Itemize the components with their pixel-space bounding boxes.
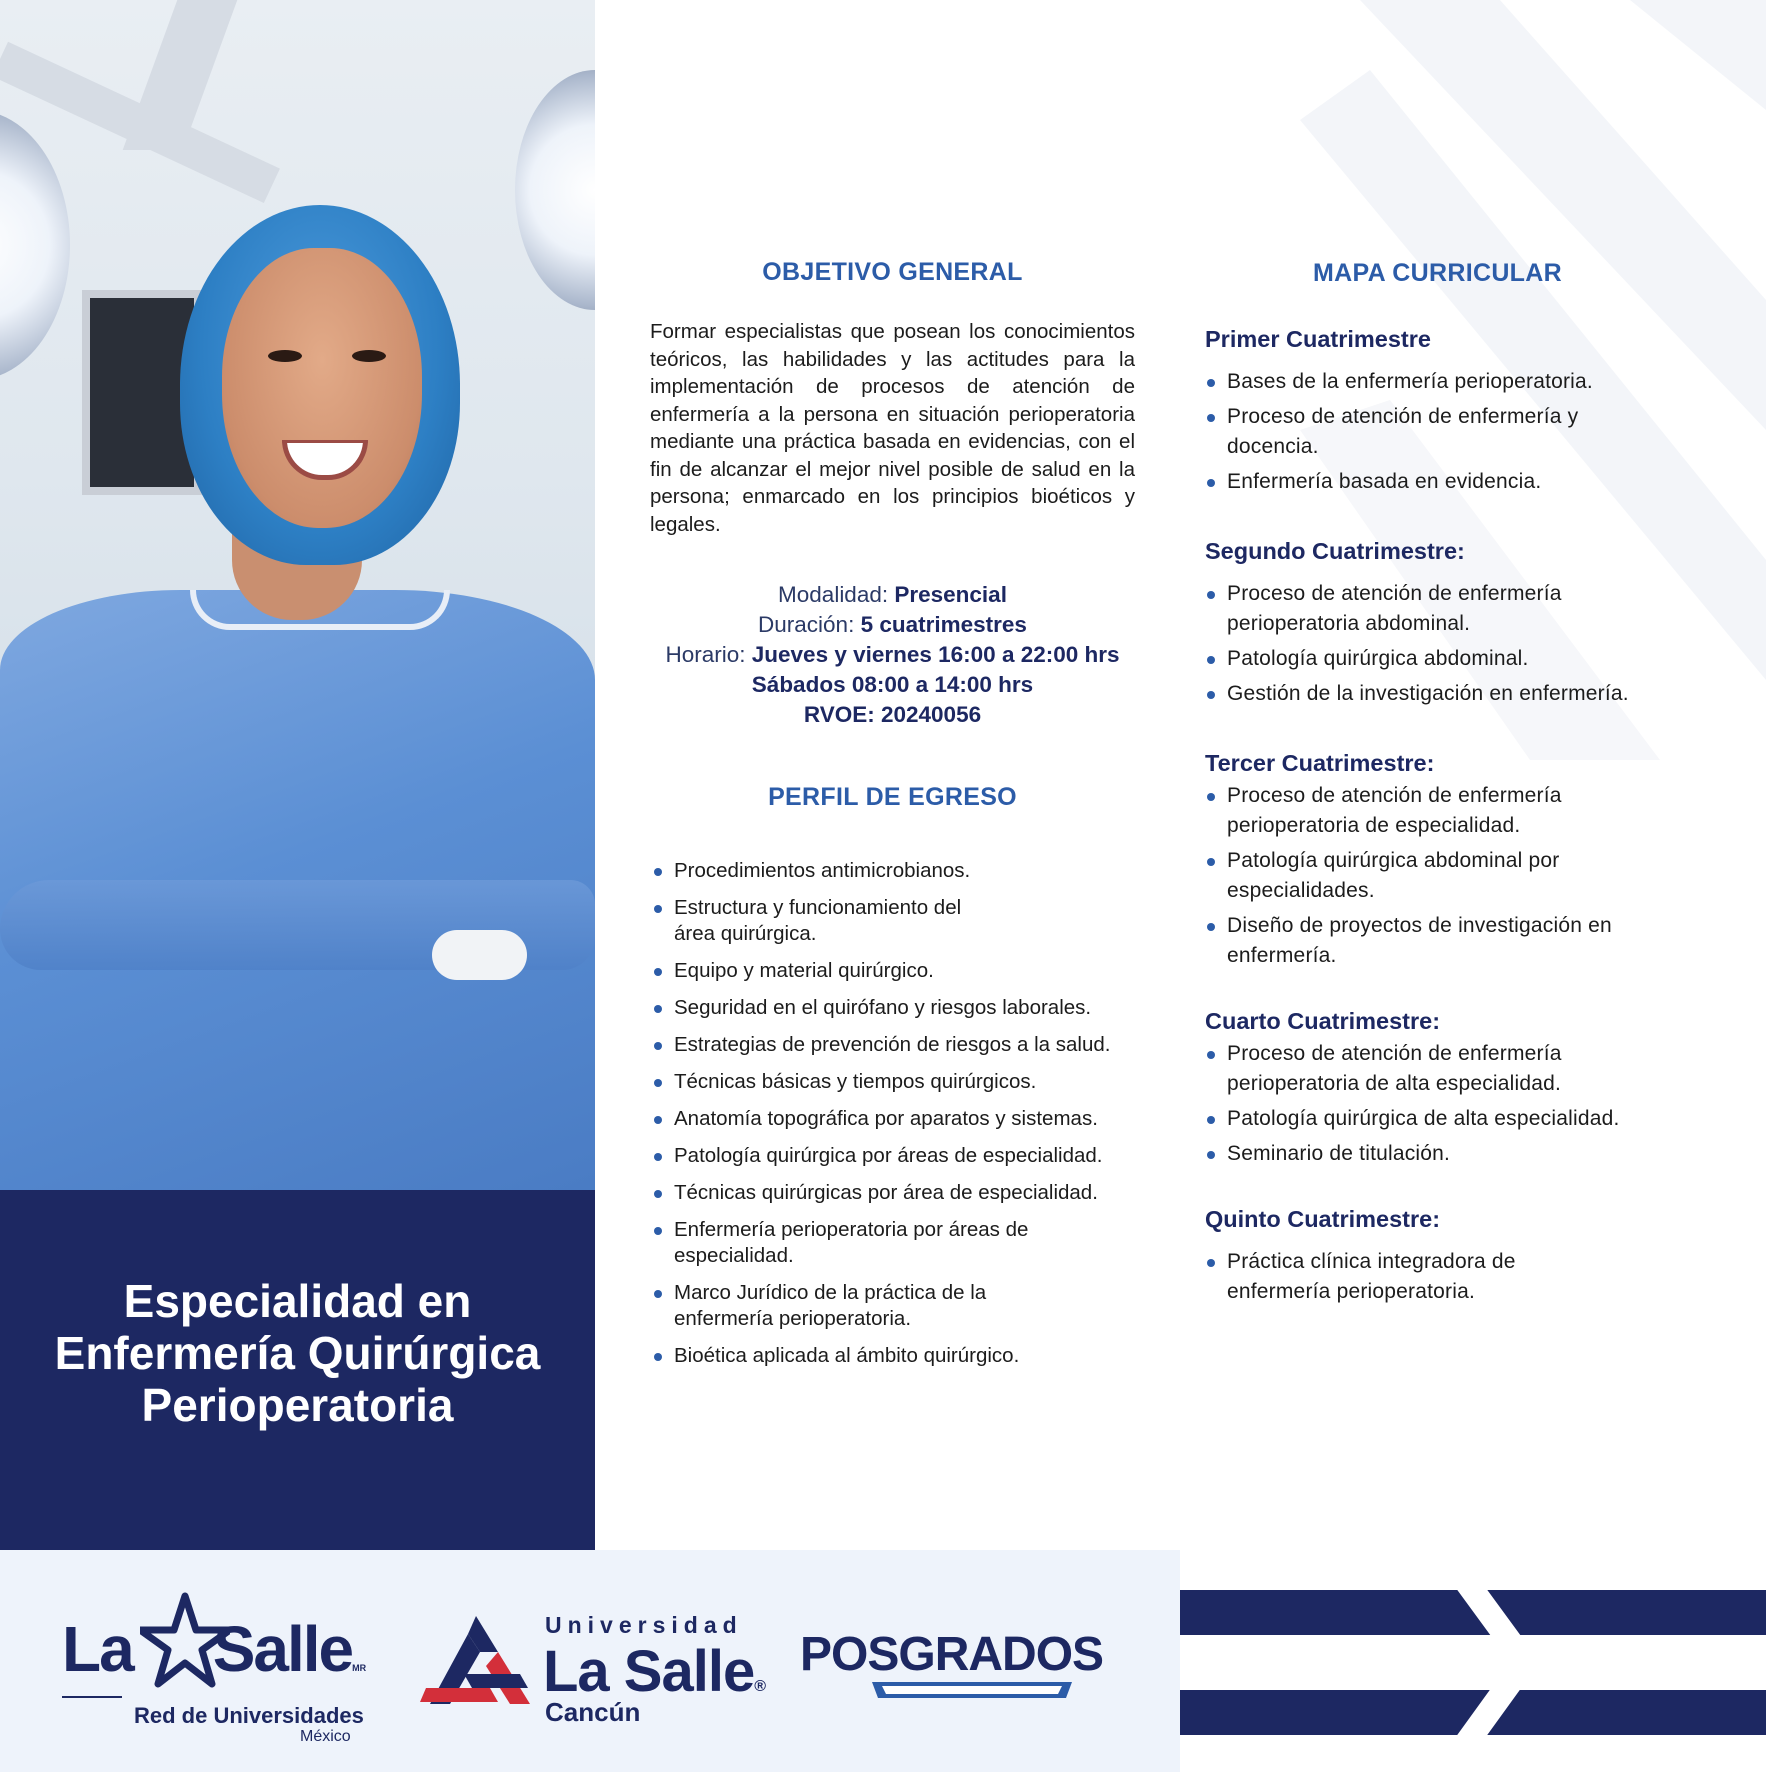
perfil-item: Anatomía topográfica por aparatos y sistemas.	[652, 1106, 1142, 1132]
logo2-registered: ®	[754, 1678, 766, 1695]
course-item: Bases de la enfermería perioperatoria.	[1205, 367, 1685, 397]
course-item: Práctica clínica integradora de enfermería perioperatoria.	[1205, 1247, 1585, 1307]
course-item: Patología quirúrgica abdominal por especialidades.	[1205, 846, 1585, 906]
perfil-item: Técnicas quirúrgicas por área de especialidad.	[652, 1180, 1142, 1206]
face	[222, 248, 422, 528]
course-item: Gestión de la investigación en enfermería.	[1205, 679, 1685, 709]
program-title-line-1: Especialidad en	[123, 1275, 472, 1327]
perfil-item: Patología quirúrgica por áreas de especialidad.	[652, 1143, 1142, 1169]
logo1-rule	[62, 1696, 122, 1698]
semester-name: Quinto Cuatrimestre:	[1205, 1206, 1441, 1232]
perfil-item: Seguridad en el quirófano y riesgos laborales.	[652, 995, 1142, 1021]
logo2-wordmark	[543, 1638, 765, 1705]
semester-2	[1205, 538, 1685, 714]
logo1-country: México	[300, 1728, 351, 1745]
logo2-universidad: Universidad	[545, 1612, 743, 1638]
logo1-word-salle: Salle	[212, 1613, 353, 1685]
objetivo-title: OBJETIVO GENERAL	[762, 258, 1023, 286]
duracion-line	[650, 610, 1135, 640]
rvoe-line	[650, 700, 1135, 730]
duracion-label: Duración:	[758, 612, 855, 637]
hero-photo	[0, 0, 595, 1190]
glove	[432, 930, 527, 980]
course-item: Enfermería basada en evidencia.	[1205, 467, 1685, 497]
perfil-item: Estructura y funcionamiento del área quirúrgica.	[652, 895, 997, 947]
course-item: Diseño de proyectos de investigación en enfermería.	[1205, 911, 1625, 971]
semester-list	[1205, 781, 1685, 971]
program-details	[650, 580, 1135, 730]
semester-name: Segundo Cuatrimestre:	[1205, 538, 1465, 564]
horario-value-2: Sábados 08:00 a 14:00 hrs	[751, 672, 1034, 697]
footer-stripes-decoration	[1180, 1550, 1766, 1772]
semester-1	[1205, 326, 1685, 502]
semester-5	[1205, 1206, 1685, 1312]
semester-4	[1205, 1008, 1685, 1174]
perfil-item: Bioética aplicada al ámbito quirúrgico.	[652, 1343, 1142, 1369]
star-icon	[140, 1592, 230, 1692]
semester-list	[1205, 579, 1685, 709]
logo2-word: La Salle	[543, 1639, 755, 1704]
perfil-item: Estrategias de prevención de riesgos a la salud.	[652, 1032, 1142, 1058]
perfil-item: Procedimientos antimicrobianos.	[652, 858, 1142, 884]
semester-list	[1205, 367, 1685, 497]
program-title-line-2: Enfermería Quirúrgica	[54, 1327, 541, 1379]
course-item: Seminario de titulación.	[1205, 1139, 1685, 1169]
logo1-word-la: La	[62, 1613, 133, 1685]
course-item: Proceso de atención de enfermería perioperatoria de especialidad.	[1205, 781, 1605, 841]
semester-name: Cuarto Cuatrimestre:	[1205, 1008, 1441, 1034]
modalidad-value: Presencial	[894, 582, 1007, 607]
semester-list	[1205, 1247, 1685, 1307]
horario-value: Jueves y viernes 16:00 a 22:00 hrs	[751, 642, 1120, 667]
course-item: Proceso de atención de enfermería perioperatoria de alta especialidad.	[1205, 1039, 1625, 1099]
course-item: Patología quirúrgica de alta especialidad.	[1205, 1104, 1685, 1134]
mapa-title: MAPA CURRICULAR	[1313, 259, 1562, 287]
surgical-lamp-left	[0, 110, 70, 380]
duracion-value: 5 cuatrimestres	[860, 612, 1027, 637]
logo1-subtitle: Red de Universidades	[134, 1703, 364, 1728]
gown-collar	[190, 590, 450, 630]
posgrados-logo: POSGRADOS	[800, 1628, 1104, 1681]
modalidad-line	[650, 580, 1135, 610]
rvoe: RVOE: 20240056	[803, 702, 982, 727]
lasalle-triangle-icon	[420, 1612, 532, 1716]
surgical-lamp-right	[515, 70, 595, 310]
semester-name: Tercer Cuatrimestre:	[1205, 750, 1435, 776]
semester-name: Primer Cuatrimestre	[1205, 326, 1431, 352]
objetivo-text: Formar especialistas que posean los conocimientos teóricos, las habilidades y las actitudes para la implementación de procesos de atención de enfermería a la persona en situación perioperatoria mediante una práctica basada en evidencias, con el fin de alcanzar el mejor nivel posible de salud en la persona; enmarcado en los principios bioéticos y legales.	[650, 320, 1135, 536]
perfil-item: Equipo y material quirúrgico.	[652, 958, 1142, 984]
horario-line-2	[650, 670, 1135, 700]
logo2-city: Cancún	[545, 1697, 641, 1727]
perfil-title: PERFIL DE EGRESO	[768, 783, 1017, 811]
modalidad-label: Modalidad:	[778, 582, 889, 607]
semester-list	[1205, 1039, 1685, 1169]
semester-3	[1205, 750, 1685, 976]
horario-label: Horario:	[665, 642, 746, 667]
program-title	[55, 1275, 541, 1465]
program-title-box	[0, 1190, 595, 1550]
perfil-item: Marco Jurídico de la práctica de la enfermería perioperatoria.	[652, 1280, 1032, 1332]
posgrados-underline-icon	[872, 1680, 1072, 1700]
right-eye	[352, 350, 386, 362]
program-title-line-3: Perioperatoria	[141, 1379, 454, 1431]
course-item: Proceso de atención de enfermería perioperatoria abdominal.	[1205, 579, 1605, 639]
perfil-item: Técnicas básicas y tiempos quirúrgicos.	[652, 1069, 1142, 1095]
course-item: Patología quirúrgica abdominal.	[1205, 644, 1685, 674]
left-eye	[268, 350, 302, 362]
perfil-list	[652, 858, 1142, 1380]
course-item: Proceso de atención de enfermería y docencia.	[1205, 402, 1605, 462]
perfil-item: Enfermería perioperatoria por áreas de especialidad.	[652, 1217, 1032, 1269]
horario-line	[650, 640, 1135, 670]
logo1-mark: MR	[352, 1663, 367, 1673]
